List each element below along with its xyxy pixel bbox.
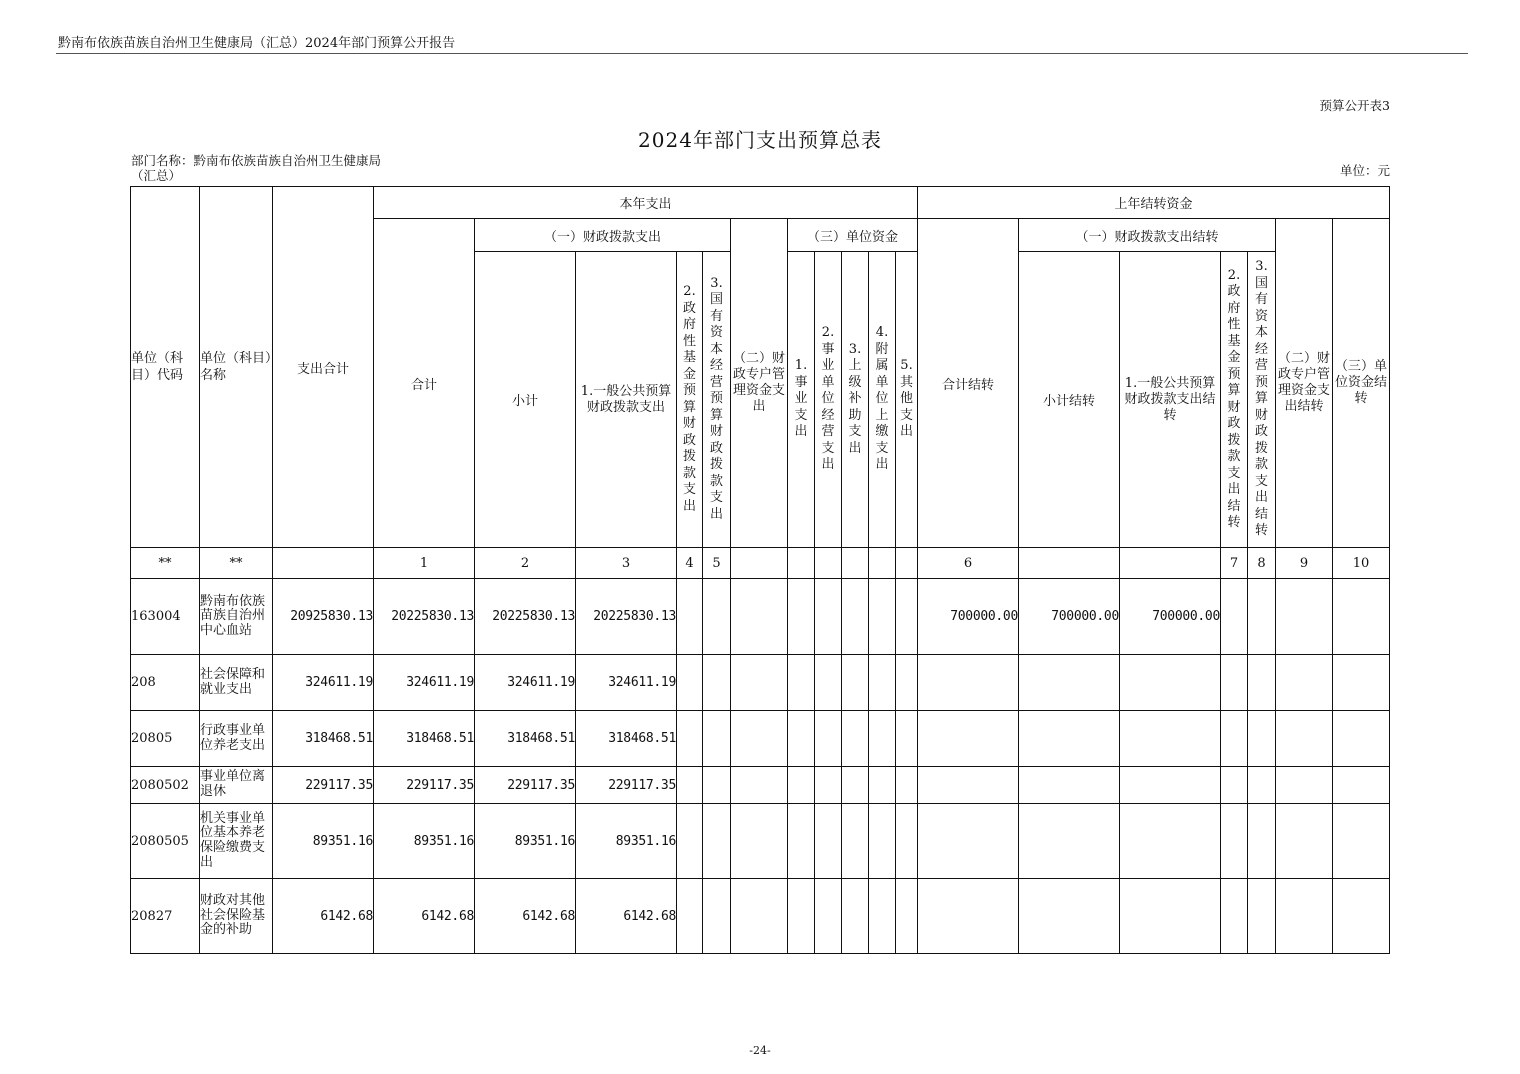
cell-name: 事业单位离退休 [200,767,273,804]
cell-empty [842,579,869,655]
col-header-general-carry: 1.一般公共预算财政拨款支出结转 [1120,252,1221,548]
col-header-subtotal-carry: 小计结转 [1019,252,1120,548]
cell-total: 6142.68 [273,879,374,954]
cell-total: 20925830.13 [273,579,374,655]
cell-empty [1221,879,1248,954]
cell-empty [815,804,842,879]
group-header-prior: 上年结转资金 [918,187,1390,219]
cell-empty [842,767,869,804]
cell-empty [815,879,842,954]
index-cell [788,548,815,579]
cell-general-carry [1120,767,1221,804]
cell-total: 89351.16 [273,804,374,879]
col-header-sum: 合计 [374,219,475,548]
col-header-unit-3-text: 3.上级补助支出 [848,341,862,456]
cell-empty [1248,655,1276,711]
cell-code: 20805 [131,711,200,767]
index-cell [1019,548,1120,579]
cell-empty [896,655,918,711]
index-cell [842,548,869,579]
cell-empty [869,804,896,879]
col-header-special: （二）财政专户管理资金支出 [731,219,788,548]
page-title: 2024年部门支出预算总表 [638,128,882,152]
cell-general: 318468.51 [576,711,677,767]
col-header-unit-4-text: 4.附属单位上缴支出 [875,325,889,473]
cell-empty [788,711,815,767]
index-cell: 4 [677,548,703,579]
cell-name: 黔南布依族苗族自治州中心血站 [200,579,273,655]
header-divider [56,53,1468,54]
table-row [131,655,1390,711]
cell-empty [677,767,703,804]
cell-subtotal-carry [1019,655,1120,711]
cell-code: 20827 [131,879,200,954]
group-header-current: 本年支出 [374,187,918,219]
index-cell: ** [131,548,200,579]
cell-general: 324611.19 [576,655,677,711]
cell-sum: 324611.19 [374,655,475,711]
cell-empty [1221,767,1248,804]
col-header-general: 1.一般公共预算财政拨款支出 [576,252,677,548]
cell-empty [1333,655,1390,711]
cell-empty [869,879,896,954]
cell-empty [677,879,703,954]
cell-empty [1221,579,1248,655]
cell-empty [896,879,918,954]
page-number: -24- [749,1044,771,1057]
cell-empty [731,711,788,767]
cell-empty [731,579,788,655]
index-cell: 6 [918,548,1019,579]
index-cell: 10 [1333,548,1390,579]
budget-table [130,186,1390,954]
col-header-gov-fund-text: 2.政府性基金预算财政拨款支出 [682,284,696,514]
index-cell: 1 [374,548,475,579]
col-header-state-capital [703,252,731,548]
unit-label: 单位：元 [1339,163,1390,178]
cell-subtotal: 229117.35 [475,767,576,804]
col-header-unit-carry: （三）单位资金结转 [1333,219,1390,548]
cell-empty [731,879,788,954]
col-header-gov-fund-carry-text: 2.政府性基金预算财政拨款支出结转 [1227,267,1241,530]
col-header-special-carry: （二）财政专户管理资金支出结转 [1276,219,1333,548]
cell-empty [703,804,731,879]
cell-empty [1221,804,1248,879]
cell-empty [1333,711,1390,767]
cell-sum-carry [918,711,1019,767]
col-header-subtotal: 小计 [475,252,576,548]
col-header-unit-3 [842,252,869,548]
subgroup-header-fiscal: （一）财政拨款支出 [475,219,731,252]
col-header-gov-fund-carry [1221,252,1248,548]
cell-total: 229117.35 [273,767,374,804]
cell-subtotal-carry [1019,804,1120,879]
index-cell: 3 [576,548,677,579]
cell-empty [1276,879,1333,954]
cell-code: 208 [131,655,200,711]
cell-code: 163004 [131,579,200,655]
index-cell [896,548,918,579]
cell-empty [788,879,815,954]
cell-empty [1248,879,1276,954]
index-cell [273,548,374,579]
index-row [131,548,1390,579]
table-row [131,579,1390,655]
cell-empty [677,711,703,767]
cell-empty [677,655,703,711]
cell-general-carry [1120,879,1221,954]
cell-sum-carry [918,767,1019,804]
header-row-1 [131,187,1390,219]
cell-empty [1276,655,1333,711]
table-tag: 预算公开表3 [1319,98,1390,113]
cell-empty [1221,711,1248,767]
cell-empty [815,711,842,767]
index-cell [869,548,896,579]
cell-general: 20225830.13 [576,579,677,655]
cell-empty [896,767,918,804]
index-cell: 9 [1276,548,1333,579]
table-row [131,879,1390,954]
cell-total: 324611.19 [273,655,374,711]
cell-subtotal: 6142.68 [475,879,576,954]
cell-empty [1333,879,1390,954]
cell-empty [1276,711,1333,767]
cell-general-carry [1120,804,1221,879]
cell-general-carry: 700000.00 [1120,579,1221,655]
cell-subtotal-carry [1019,767,1120,804]
report-header-title: 黔南布依族苗族自治州卫生健康局（汇总）2024年部门预算公开报告 [58,36,456,51]
cell-empty [842,879,869,954]
cell-subtotal-carry: 700000.00 [1019,579,1120,655]
index-cell [731,548,788,579]
col-header-gov-fund [677,252,703,548]
cell-general-carry [1120,655,1221,711]
cell-empty [731,804,788,879]
cell-empty [703,767,731,804]
cell-empty [842,804,869,879]
cell-empty [703,711,731,767]
table-row [131,804,1390,879]
index-cell: 7 [1221,548,1248,579]
cell-sum-carry [918,804,1019,879]
cell-total: 318468.51 [273,711,374,767]
cell-subtotal-carry [1019,711,1120,767]
cell-empty [731,767,788,804]
cell-empty [869,711,896,767]
cell-empty [869,655,896,711]
cell-sum: 6142.68 [374,879,475,954]
cell-empty [788,804,815,879]
cell-empty [677,804,703,879]
cell-empty [703,579,731,655]
cell-empty [1276,767,1333,804]
cell-sum-carry [918,879,1019,954]
cell-code: 2080505 [131,804,200,879]
cell-empty [869,579,896,655]
col-header-unit-5 [896,252,918,548]
col-header-state-capital-carry [1248,252,1276,548]
cell-subtotal: 20225830.13 [475,579,576,655]
cell-sum: 318468.51 [374,711,475,767]
index-cell [815,548,842,579]
cell-empty [677,579,703,655]
cell-empty [1276,804,1333,879]
cell-empty [1333,767,1390,804]
cell-empty [1248,711,1276,767]
subgroup-header-unit: （三）单位资金 [788,219,918,252]
col-header-state-capital-text: 3.国有资本经营预算财政拨款支出 [709,275,723,522]
cell-subtotal: 324611.19 [475,655,576,711]
department-name: 部门名称：黔南布依族苗族自治州卫生健康局（汇总） [131,153,382,183]
cell-sum-carry [918,655,1019,711]
cell-sum: 229117.35 [374,767,475,804]
cell-name: 财政对其他社会保险基金的补助 [200,879,273,954]
cell-general: 89351.16 [576,804,677,879]
col-header-unit-5-text: 5.其他支出 [899,358,913,440]
cell-empty [896,804,918,879]
cell-empty [788,767,815,804]
cell-general: 229117.35 [576,767,677,804]
col-header-code: 单位（科目）代码 [131,187,200,548]
col-header-state-capital-carry-text: 3.国有资本经营预算财政拨款支出结转 [1254,259,1268,539]
index-cell: 2 [475,548,576,579]
cell-code: 2080502 [131,767,200,804]
cell-sum: 20225830.13 [374,579,475,655]
cell-empty [1248,767,1276,804]
index-cell [1120,548,1221,579]
cell-empty [1333,804,1390,879]
subgroup-header-fiscal-carry: （一）财政拨款支出结转 [1019,219,1276,252]
cell-empty [1276,579,1333,655]
cell-name: 机关事业单位基本养老保险缴费支出 [200,804,273,879]
cell-empty [1333,579,1390,655]
cell-general: 6142.68 [576,879,677,954]
cell-empty [703,655,731,711]
cell-empty [842,711,869,767]
cell-empty [896,579,918,655]
cell-empty [896,711,918,767]
cell-empty [788,655,815,711]
cell-name: 社会保障和就业支出 [200,655,273,711]
col-header-name: 单位（科目）名称 [200,187,273,548]
index-cell: 5 [703,548,731,579]
cell-empty [1248,579,1276,655]
index-cell: ** [200,548,273,579]
col-header-unit-2-text: 2.事业单位经营支出 [821,325,835,473]
cell-general-carry [1120,711,1221,767]
col-header-unit-1-text: 1.事业支出 [794,358,808,440]
table-row [131,767,1390,804]
col-header-unit-4 [869,252,896,548]
cell-empty [842,655,869,711]
cell-subtotal: 318468.51 [475,711,576,767]
col-header-total: 支出合计 [273,187,374,548]
cell-empty [788,579,815,655]
cell-subtotal: 89351.16 [475,804,576,879]
cell-empty [815,767,842,804]
cell-empty [815,655,842,711]
cell-empty [1221,655,1248,711]
col-header-sum-carry: 合计结转 [918,219,1019,548]
cell-subtotal-carry [1019,879,1120,954]
cell-sum: 89351.16 [374,804,475,879]
cell-empty [703,879,731,954]
table-row [131,711,1390,767]
col-header-unit-2 [815,252,842,548]
cell-empty [869,767,896,804]
cell-sum-carry: 700000.00 [918,579,1019,655]
col-header-unit-1 [788,252,815,548]
cell-empty [815,579,842,655]
cell-empty [1248,804,1276,879]
cell-name: 行政事业单位养老支出 [200,711,273,767]
index-cell: 8 [1248,548,1276,579]
cell-empty [731,655,788,711]
